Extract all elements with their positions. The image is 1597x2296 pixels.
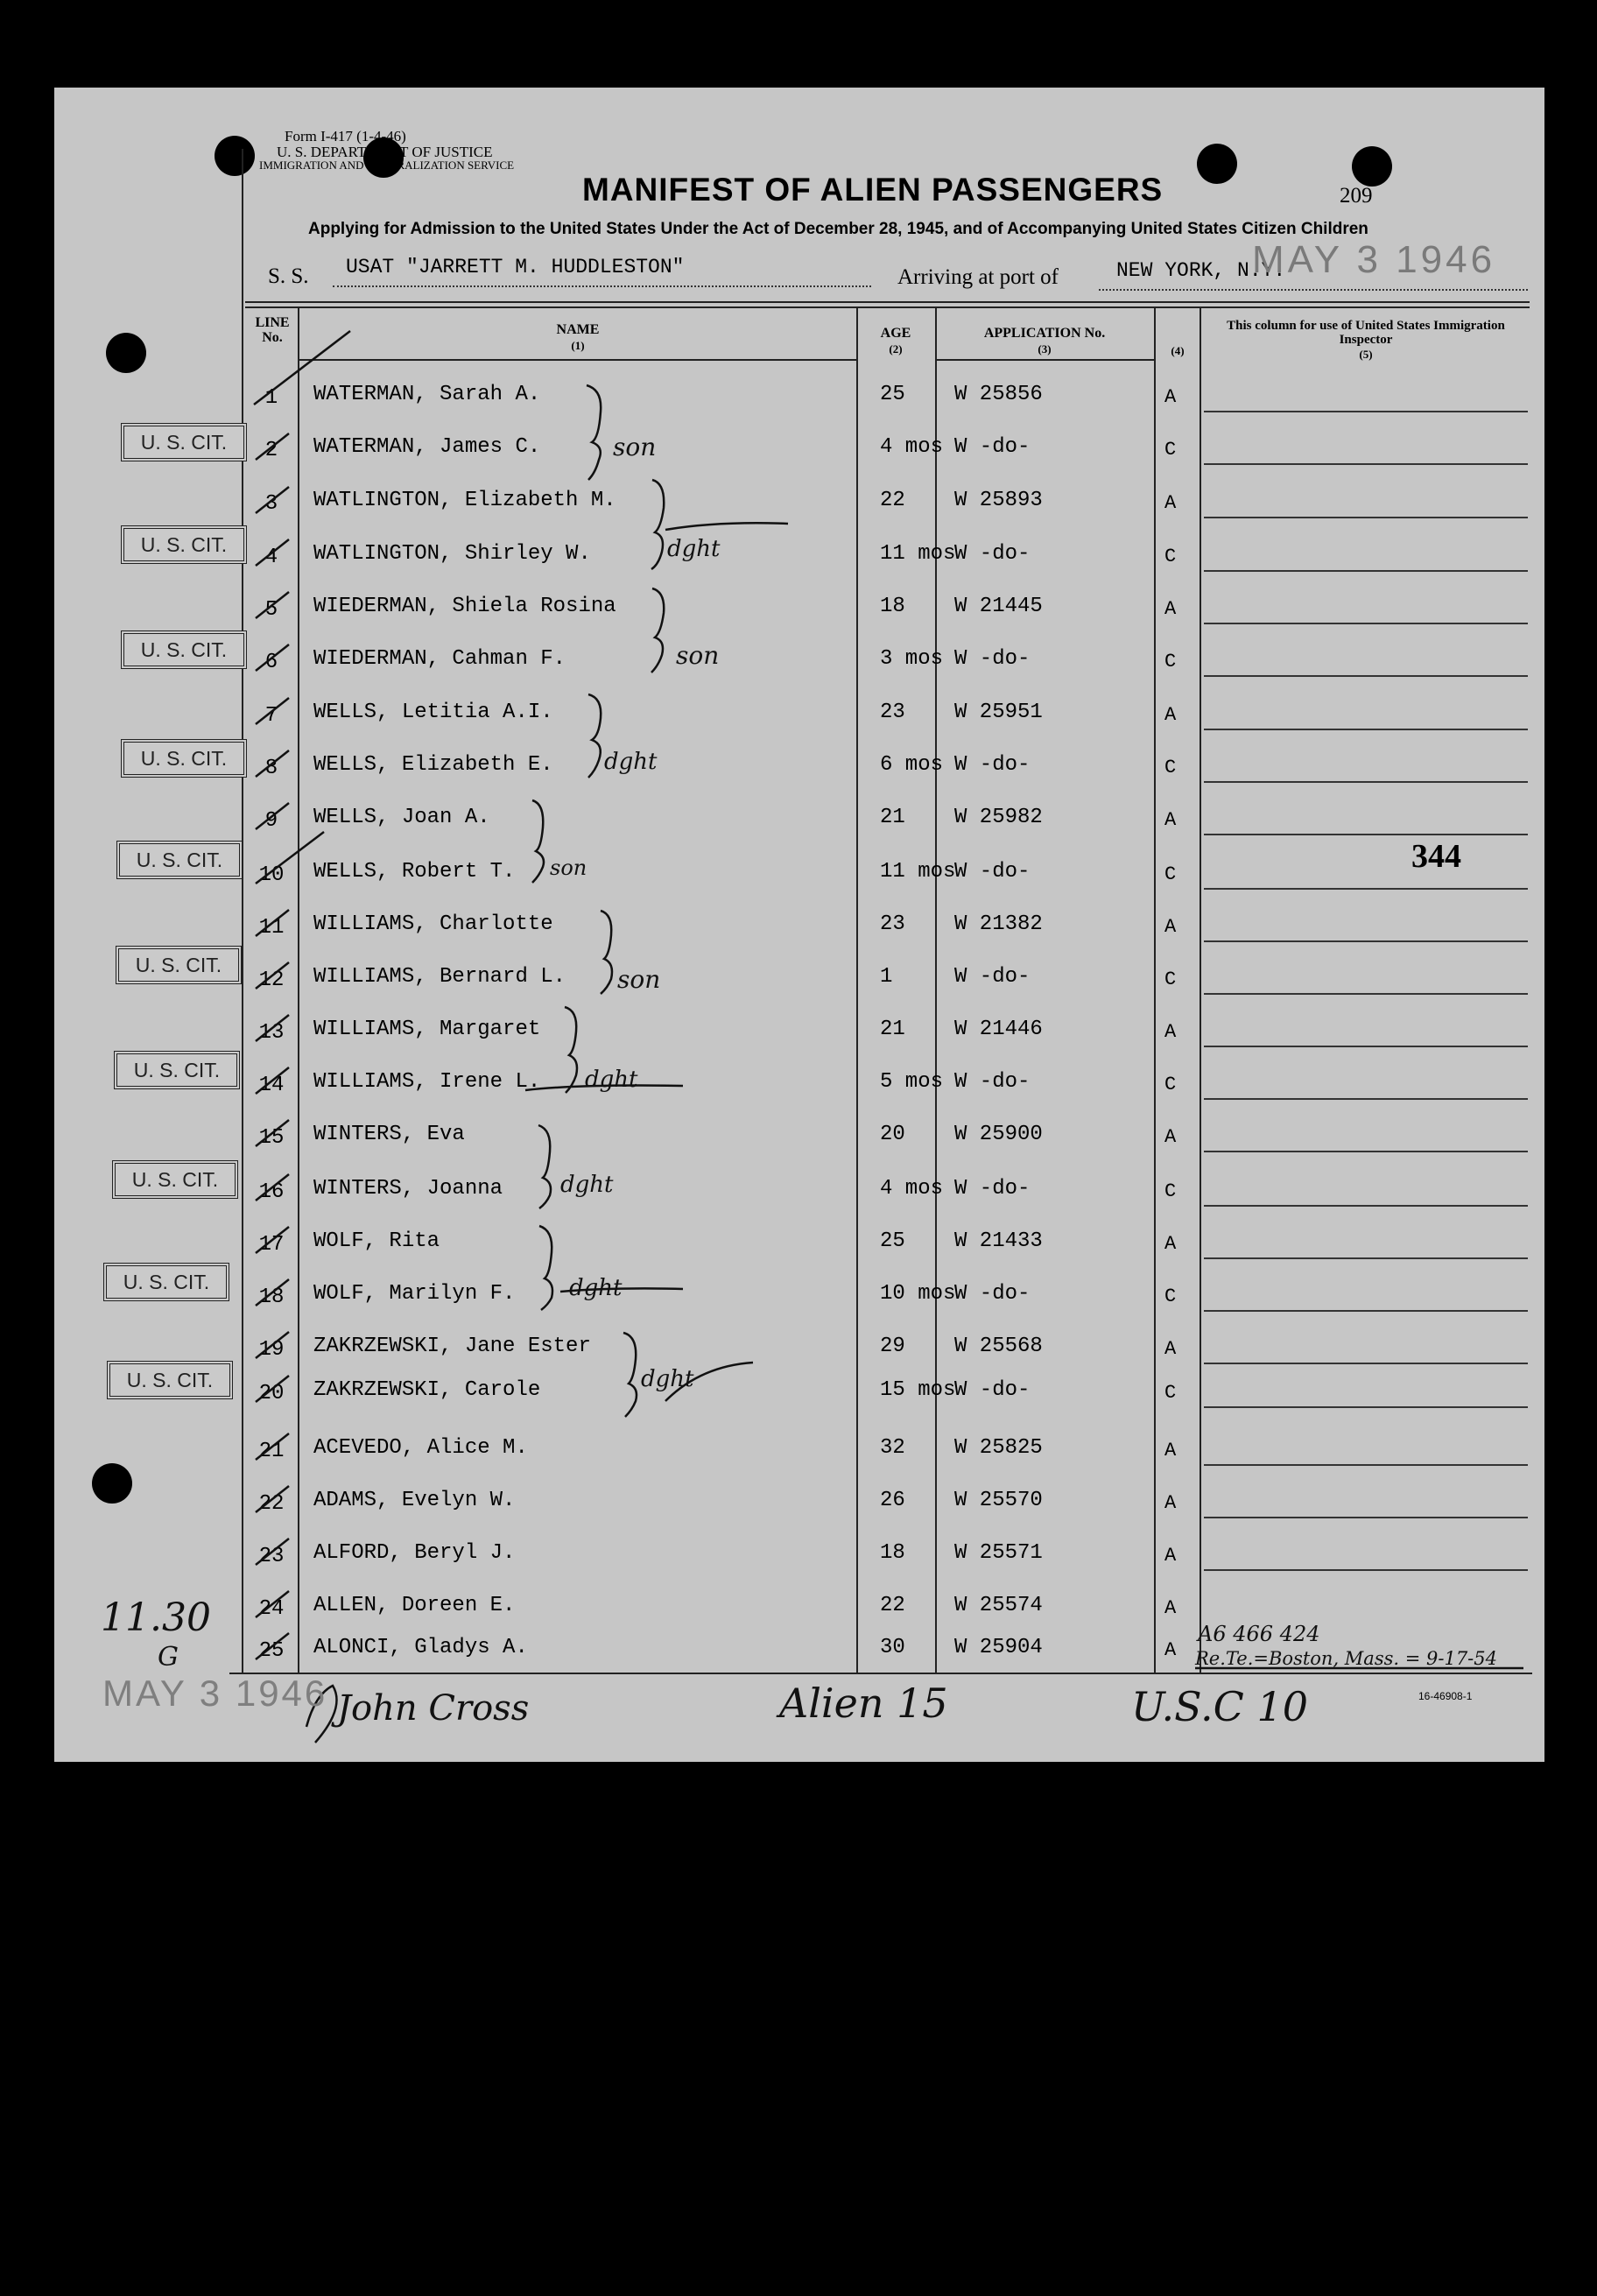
family-bracket bbox=[532, 800, 544, 883]
relation-note-dght: dght bbox=[585, 1067, 638, 1093]
family-bracket bbox=[623, 1333, 637, 1417]
line-number: 11 bbox=[258, 916, 285, 940]
check-mark bbox=[256, 1332, 289, 1358]
application-number: W 25951 bbox=[954, 701, 1043, 724]
check-mark bbox=[256, 962, 289, 989]
application-number: W -do- bbox=[954, 1282, 1031, 1306]
form-footer-code: 16-46908-1 bbox=[1418, 1690, 1473, 1702]
date-stamp: MAY 3 1946 bbox=[1252, 238, 1496, 281]
col-line-no: LINE No. bbox=[255, 315, 290, 345]
passenger-name: ACEVEDO, Alice M. bbox=[313, 1436, 528, 1460]
passenger-class: A bbox=[1164, 916, 1177, 938]
application-number: W 25571 bbox=[954, 1541, 1043, 1565]
passenger-class: A bbox=[1164, 1440, 1177, 1461]
passenger-age: 6 mos bbox=[880, 753, 944, 777]
col-inspector-number: (5) bbox=[1359, 348, 1373, 361]
check-mark bbox=[256, 1120, 289, 1146]
line-number: 12 bbox=[258, 968, 285, 992]
line-number: 1 bbox=[264, 386, 278, 410]
passenger-age: 10 mos bbox=[880, 1282, 956, 1306]
check-mark bbox=[256, 803, 289, 829]
passenger-name: ALLEN, Doreen E. bbox=[313, 1594, 516, 1617]
service-name: IMMIGRATION AND NATURALIZATION SERVICE bbox=[259, 158, 515, 172]
family-bracket bbox=[651, 588, 664, 673]
family-bracket bbox=[651, 480, 664, 569]
passenger-age: 29 bbox=[880, 1335, 905, 1358]
family-bracket bbox=[587, 385, 601, 480]
us-citizen-stamp: U. S. CIT. bbox=[121, 423, 247, 461]
line-number: 20 bbox=[258, 1382, 285, 1405]
citizen-count: U.S.C 10 bbox=[1131, 1683, 1309, 1730]
passenger-age: 18 bbox=[880, 1541, 905, 1565]
page-number: 209 bbox=[1340, 184, 1373, 208]
family-bracket bbox=[538, 1125, 551, 1208]
relation-note-dght: dght bbox=[604, 749, 658, 775]
col-inspector: This column for use of United States Immigration Inspector bbox=[1227, 319, 1505, 347]
passenger-class: C bbox=[1164, 968, 1177, 990]
application-number: W 25982 bbox=[954, 806, 1043, 829]
passenger-age: 18 bbox=[880, 595, 905, 618]
col-application-number: (3) bbox=[1038, 342, 1052, 356]
application-number: W -do- bbox=[954, 753, 1031, 777]
inspector-signature: John Cross bbox=[337, 1688, 530, 1729]
application-number: W -do- bbox=[954, 435, 1031, 459]
passenger-age: 22 bbox=[880, 489, 905, 512]
passenger-class: C bbox=[1164, 439, 1177, 461]
file-number-note: A6 466 424 bbox=[1198, 1622, 1320, 1646]
passenger-age: 4 mos bbox=[880, 1177, 944, 1201]
passenger-class: A bbox=[1164, 1545, 1177, 1567]
line-number: 17 bbox=[258, 1233, 285, 1257]
passenger-age: 20 bbox=[880, 1123, 905, 1146]
application-number: W -do- bbox=[954, 965, 1031, 989]
passenger-name: WILLIAMS, Irene L. bbox=[313, 1070, 541, 1094]
line-number: 25 bbox=[258, 1639, 285, 1663]
line-number: 10 bbox=[258, 863, 285, 887]
line-number: 7 bbox=[264, 704, 278, 728]
department: U. S. DEPARTMENT OF JUSTICE bbox=[277, 144, 493, 160]
line-number: 14 bbox=[258, 1074, 285, 1097]
passenger-name: ALFORD, Beryl J. bbox=[313, 1541, 516, 1565]
passenger-age: 32 bbox=[880, 1436, 905, 1460]
relation-note-son: son bbox=[676, 641, 720, 670]
line-number: 9 bbox=[264, 809, 278, 833]
passenger-name: WILLIAMS, Bernard L. bbox=[313, 965, 566, 989]
check-mark bbox=[256, 1067, 289, 1094]
line-number: 24 bbox=[258, 1597, 285, 1621]
application-number: W -do- bbox=[954, 647, 1031, 671]
passenger-age: 11 mos bbox=[880, 860, 956, 884]
line-number: 13 bbox=[258, 1021, 285, 1045]
passenger-class: C bbox=[1164, 651, 1177, 673]
passenger-age: 21 bbox=[880, 1018, 905, 1041]
us-citizen-stamp: U. S. CIT. bbox=[121, 525, 247, 564]
check-mark bbox=[256, 1633, 289, 1659]
col-application: APPLICATION No. bbox=[983, 326, 1106, 341]
passenger-name: WIEDERMAN, Cahman F. bbox=[313, 647, 566, 671]
relation-note-son: son bbox=[613, 433, 657, 461]
page-title: MANIFEST OF ALIEN PASSENGERS bbox=[582, 172, 1164, 208]
application-number: W 25825 bbox=[954, 1436, 1043, 1460]
line-number: 23 bbox=[258, 1545, 285, 1568]
line-number: 2 bbox=[264, 439, 278, 462]
relation-note-dght: dght bbox=[560, 1172, 614, 1198]
line-number: 8 bbox=[264, 757, 278, 780]
passenger-class: A bbox=[1164, 1639, 1177, 1661]
form-number: Form I-417 (1-4-46) bbox=[285, 128, 406, 144]
check-mark bbox=[256, 539, 289, 566]
relation-underline bbox=[665, 523, 788, 530]
passenger-name: WELLS, Letitia A.I. bbox=[313, 701, 553, 724]
passenger-class: C bbox=[1164, 546, 1177, 567]
passenger-age: 23 bbox=[880, 912, 905, 936]
passenger-name: WATERMAN, Sarah A. bbox=[313, 383, 541, 406]
application-number: W 25900 bbox=[954, 1123, 1043, 1146]
passenger-name: ALONCI, Gladys A. bbox=[313, 1636, 528, 1659]
line-number: 19 bbox=[258, 1338, 285, 1362]
passenger-name: WINTERS, Joanna bbox=[313, 1177, 503, 1201]
check-mark bbox=[256, 1486, 289, 1512]
alien-count: Alien 15 bbox=[779, 1680, 948, 1727]
us-citizen-stamp: U. S. CIT. bbox=[103, 1263, 229, 1301]
check-mark bbox=[256, 644, 289, 671]
relation-note-dght: dght bbox=[667, 536, 721, 562]
passenger-age: 11 mos bbox=[880, 542, 956, 566]
us-citizen-stamp: U. S. CIT. bbox=[116, 841, 243, 879]
application-number: W -do- bbox=[954, 1177, 1031, 1201]
col-class-number: (4) bbox=[1171, 344, 1185, 357]
page-subtitle: Applying for Admission to the United States Under the Act of December 28, 1945, and of Accompanying United States Citizen Children bbox=[308, 220, 1368, 238]
application-number: W 25574 bbox=[954, 1594, 1043, 1617]
passenger-age: 15 mos bbox=[880, 1378, 956, 1402]
line-number: 18 bbox=[258, 1285, 285, 1309]
col-name: NAME bbox=[556, 322, 600, 337]
passenger-class: A bbox=[1164, 492, 1177, 514]
passenger-age: 30 bbox=[880, 1636, 905, 1659]
line-number: 5 bbox=[264, 598, 278, 622]
passenger-name: ZAKRZEWSKI, Carole bbox=[313, 1378, 541, 1402]
passenger-age: 5 mos bbox=[880, 1070, 944, 1094]
relation-note-son: son bbox=[617, 965, 661, 994]
application-number: W -do- bbox=[954, 860, 1031, 884]
port-label: Arriving at port of bbox=[897, 265, 1059, 289]
line-number: 16 bbox=[258, 1180, 285, 1204]
application-number: W -do- bbox=[954, 1070, 1031, 1094]
port-name: NEW YORK, N.Y. bbox=[1116, 259, 1286, 282]
passenger-name: WILLIAMS, Margaret bbox=[313, 1018, 541, 1041]
passenger-age: 26 bbox=[880, 1489, 905, 1512]
passenger-class: A bbox=[1164, 1126, 1177, 1148]
passenger-class: A bbox=[1164, 1021, 1177, 1043]
passenger-name: WILLIAMS, Charlotte bbox=[313, 912, 553, 936]
line-number: 15 bbox=[258, 1126, 285, 1150]
passenger-age: 21 bbox=[880, 806, 905, 829]
passenger-name: WOLF, Rita bbox=[313, 1229, 440, 1253]
bottom-date-stamp: MAY 3 1946 bbox=[102, 1673, 328, 1714]
passenger-age: 23 bbox=[880, 701, 905, 724]
check-mark bbox=[256, 910, 289, 936]
passenger-age: 25 bbox=[880, 1229, 905, 1253]
check-mark bbox=[254, 331, 350, 405]
check-mark bbox=[256, 832, 324, 884]
passenger-class: A bbox=[1164, 386, 1177, 408]
check-mark bbox=[256, 750, 289, 777]
passenger-name: WATLINGTON, Shirley W. bbox=[313, 542, 591, 566]
application-number: W 21382 bbox=[954, 912, 1043, 936]
passenger-class: A bbox=[1164, 1233, 1177, 1255]
relation-note-dght: dght bbox=[641, 1366, 694, 1392]
line-number: 4 bbox=[264, 546, 278, 569]
application-number: W 21445 bbox=[954, 595, 1043, 618]
passenger-name: ADAMS, Evelyn W. bbox=[313, 1489, 516, 1512]
us-citizen-stamp: U. S. CIT. bbox=[121, 630, 247, 669]
left-margin-initial: G bbox=[158, 1642, 179, 1673]
passenger-class: A bbox=[1164, 1597, 1177, 1619]
application-number: W 21433 bbox=[954, 1229, 1043, 1253]
passenger-class: A bbox=[1164, 598, 1177, 620]
relation-note-dght: dght bbox=[569, 1275, 623, 1301]
us-citizen-stamp: U. S. CIT. bbox=[114, 1051, 240, 1089]
col-name-number: (1) bbox=[571, 339, 585, 352]
passenger-class: A bbox=[1164, 704, 1177, 726]
application-number: W 25904 bbox=[954, 1636, 1043, 1659]
page-tally-number: 344 bbox=[1411, 838, 1461, 875]
application-number: W -do- bbox=[954, 1378, 1031, 1402]
ss-label: S. S. bbox=[268, 264, 309, 288]
line-number: 3 bbox=[264, 492, 278, 516]
check-mark bbox=[256, 433, 289, 460]
application-number: W 21446 bbox=[954, 1018, 1043, 1041]
check-mark bbox=[256, 592, 289, 618]
passenger-class: C bbox=[1164, 1382, 1177, 1404]
family-bracket bbox=[588, 694, 601, 778]
us-citizen-stamp: U. S. CIT. bbox=[107, 1361, 233, 1399]
passenger-name: WOLF, Marilyn F. bbox=[313, 1282, 516, 1306]
family-bracket bbox=[601, 911, 612, 994]
recorded-note: Re.Te.=Boston, Mass. = 9-17-54 bbox=[1195, 1648, 1497, 1669]
application-number: W 25570 bbox=[954, 1489, 1043, 1512]
family-bracket bbox=[565, 1007, 577, 1093]
us-citizen-stamp: U. S. CIT. bbox=[116, 946, 242, 984]
left-margin-time: 11.30 bbox=[101, 1595, 211, 1640]
passenger-class: C bbox=[1164, 1285, 1177, 1307]
check-mark bbox=[256, 1376, 289, 1402]
line-number: 6 bbox=[264, 651, 278, 674]
line-number: 22 bbox=[258, 1492, 285, 1516]
passenger-name: WELLS, Robert T. bbox=[313, 860, 516, 884]
passenger-age: 25 bbox=[880, 383, 905, 406]
application-number: W 25856 bbox=[954, 383, 1043, 406]
passenger-name: WELLS, Joan A. bbox=[313, 806, 490, 829]
passenger-class: A bbox=[1164, 1492, 1177, 1514]
passenger-name: ZAKRZEWSKI, Jane Ester bbox=[313, 1335, 591, 1358]
check-mark bbox=[256, 698, 289, 724]
us-citizen-stamp: U. S. CIT. bbox=[112, 1160, 238, 1199]
passenger-age: 22 bbox=[880, 1594, 905, 1617]
check-mark bbox=[256, 1227, 289, 1253]
passenger-age: 1 bbox=[880, 965, 893, 989]
passenger-age: 4 mos bbox=[880, 435, 944, 459]
check-mark bbox=[256, 1433, 289, 1460]
check-mark bbox=[256, 1591, 289, 1617]
passenger-age: 3 mos bbox=[880, 647, 944, 671]
col-age-number: (2) bbox=[889, 342, 903, 356]
passenger-class: A bbox=[1164, 1338, 1177, 1360]
us-citizen-stamp: U. S. CIT. bbox=[121, 739, 247, 778]
family-bracket bbox=[539, 1226, 552, 1310]
check-mark bbox=[256, 487, 289, 513]
passenger-class: C bbox=[1164, 863, 1177, 885]
passenger-name: WATLINGTON, Elizabeth M. bbox=[313, 489, 616, 512]
check-mark bbox=[256, 1279, 289, 1306]
line-number: 21 bbox=[258, 1440, 285, 1463]
passenger-name: WATERMAN, James C. bbox=[313, 435, 541, 459]
ship-name: USAT "JARRETT M. HUDDLESTON" bbox=[346, 256, 685, 278]
passenger-class: A bbox=[1164, 809, 1177, 831]
check-mark bbox=[256, 1015, 289, 1041]
application-number: W 25568 bbox=[954, 1335, 1043, 1358]
passenger-name: WINTERS, Eva bbox=[313, 1123, 465, 1146]
passenger-class: C bbox=[1164, 1180, 1177, 1202]
application-number: W -do- bbox=[954, 542, 1031, 566]
check-mark bbox=[256, 1174, 289, 1201]
relation-note-son: son bbox=[550, 856, 587, 880]
passenger-class: C bbox=[1164, 1074, 1177, 1095]
application-number: W 25893 bbox=[954, 489, 1043, 512]
passenger-name: WELLS, Elizabeth E. bbox=[313, 753, 553, 777]
passenger-name: WIEDERMAN, Shiela Rosina bbox=[313, 595, 616, 618]
check-mark bbox=[256, 1539, 289, 1565]
passenger-class: C bbox=[1164, 757, 1177, 778]
col-age: AGE bbox=[880, 326, 911, 341]
